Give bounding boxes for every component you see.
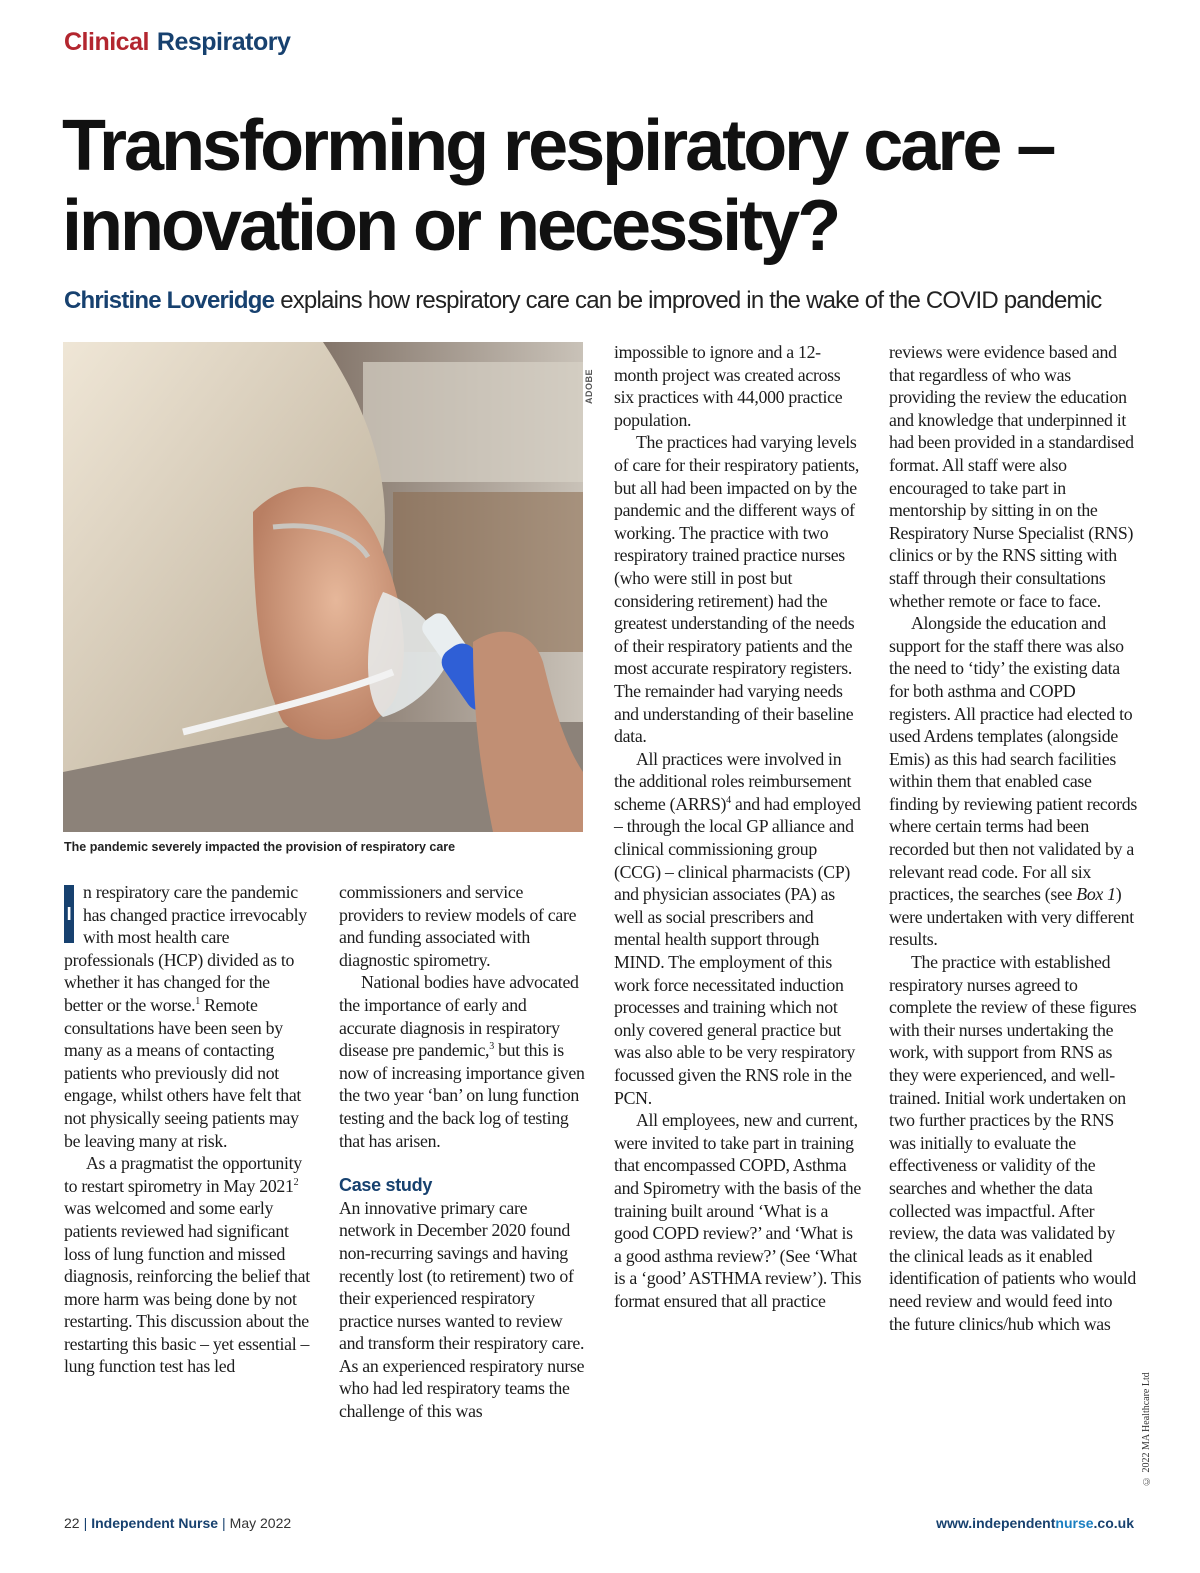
paragraph: Alongside the education and support for the staff there was also the need to ‘tidy’ the existing data for both asthma and COPD registers. All practice had elected to used Ardens templates (alongside Emis) as this had search facilities within them that enabled case finding by reviewing patient records where certain terms had been recorded but then not validated by a relevant read code. For all six practices, the searches (see Box 1) were undertaken with very different results. (889, 613, 1137, 950)
reference-marker: 4 (726, 794, 731, 806)
author-name: Christine Loveridge (64, 287, 275, 314)
paragraph: impossible to ignore and a 12-month project was created across six practices with 44,000 practice population. (614, 342, 843, 430)
website-link[interactable]: www.independentnurse.co.uk (936, 1515, 1134, 1531)
body-column-4 (889, 341, 1137, 1335)
case-study-subhead: Case study (339, 1175, 433, 1196)
paragraph: All employees, new and current, were invited to take part in training that encompassed COPD, Asthma and Spirometry with the basis of the training built around ‘What is a good COPD review?’ and ‘What is a good asthma review?’ (See ‘What is a ‘good’ ASTHMA review’). This format ensured that all practice (614, 1110, 862, 1311)
paragraph: commissioners and service providers to review models of care and funding associated with diagnostic spirometry. (339, 882, 577, 970)
subsection-label: Respiratory (156, 28, 291, 56)
paragraph: As a pragmatist the opportunity to restart spirometry in May 2021$^2$ was welcomed and some early patients reviewed had significant loss of lung function and missed diagnosis, reinforcing the belief that more harm was being done by not restarting. This discussion about the restarting this basic – yet essential – lung function test has led (64, 1153, 310, 1377)
reference-marker: 1 (195, 996, 200, 1008)
paragraph: reviews were evidence based and that regardless of who was providing the review the education and knowledge that underpinned it had been provided in a standardised format. All staff were also encouraged to take part in mentorship by sitting in on the Respiratory Nurse Specialist (RNS) clinics or by the RNS sitting with staff through their consultations whether remote or face to face. (889, 342, 1134, 611)
body-column-2 (339, 881, 587, 1423)
photo-caption: The pandemic severely impacted the provision of respiratory care (64, 840, 456, 854)
footer-separator: | (83, 1515, 88, 1531)
article-headline: Transforming respiratory care – innovation or necessity? (62, 106, 1054, 266)
page-number: 22 (64, 1515, 80, 1531)
paragraph: The practice with established respiratory nurses agreed to complete the review of these figures with their nurses undertaking the work, with support from RNS as they were experienced, and well-trained. Initial work undertaken on two further practices by the RNS was initially to evaluate the effectiveness or validity of the searches and whether the data collected was impactful. After review, the data was validated by the clinical leads as it enabled identification of patients who would need review and would feed into the future clinics/hub which was (889, 952, 1137, 1334)
standfirst-text: explains how respiratory care can be improved in the wake of the COVID pandemic (280, 287, 1102, 314)
reference-marker: 2 (293, 1176, 299, 1188)
paragraph: I n respiratory care the pandemic has changed practice irrevocably with most health care professionals (HCP) divided as to whether it has changed for the better or the worse.$^1$ Remote consultations have been seen by many as a means of contacting patients who previously did not engage, whilst others have felt that not physically seeing patients may be leaving many at risk. (64, 882, 307, 1151)
section-label: Clinical (64, 28, 149, 56)
footer-left (64, 1515, 291, 1531)
drop-cap: I (64, 885, 74, 943)
section-tag (64, 28, 290, 57)
issue-date: May 2022 (229, 1515, 292, 1531)
paragraph: All practices were involved in the additional roles reimbursement scheme (ARRS)$^4$ and had employed – through the local GP alliance and clinical commissioning group (CCG) – clinical pharmacists (CP) and physician associates (PA) as well as social prescribers and mental health support through MIND. The employment of this work force necessitated induction processes and training which not only covered general practice but was also able to be very respiratory focussed given the RNS role in the PCN. (614, 748, 861, 1108)
paragraph: The practices had varying levels of care for their respiratory patients, but all had been impacted on by the pandemic and the different ways of working. The practice with two respiratory trained practice nurses (who were still in post but considering retirement) had the greatest understanding of the needs of their respiratory patients and the most accurate respiratory registers. The remainder had varying needs and understanding of their baseline data. (614, 432, 860, 747)
paragraph: National bodies have advocated the importance of early and accurate diagnosis in respiratory disease pre pandemic,$^3$ but this is now of increasing importance given the two year ‘ban’ on lung function testing and the back log of testing that has arisen. (339, 972, 585, 1151)
magazine-name: Independent Nurse (91, 1515, 219, 1531)
reference-marker: 3 (489, 1041, 494, 1053)
photo-illustration (63, 342, 583, 832)
standfirst (64, 284, 1154, 318)
copyright-notice: © 2022 MA Healthcare Ltd (1141, 1372, 1152, 1486)
body-column-1 (64, 881, 312, 1378)
box-reference: Box 1 (1076, 884, 1116, 905)
paragraph: An innovative primary care network in December 2020 found non-recurring savings and having recently lost (to retirement) two of their experienced respiratory practice nurses wanted to review and transform their respiratory care. As an experienced respiratory nurse who had led respiratory teams the challenge of this was (339, 1197, 585, 1422)
body-column-3 (614, 341, 862, 1313)
article-photo (63, 342, 583, 832)
photo-credit: ADOBE (584, 368, 594, 404)
footer-separator: | (222, 1515, 226, 1531)
